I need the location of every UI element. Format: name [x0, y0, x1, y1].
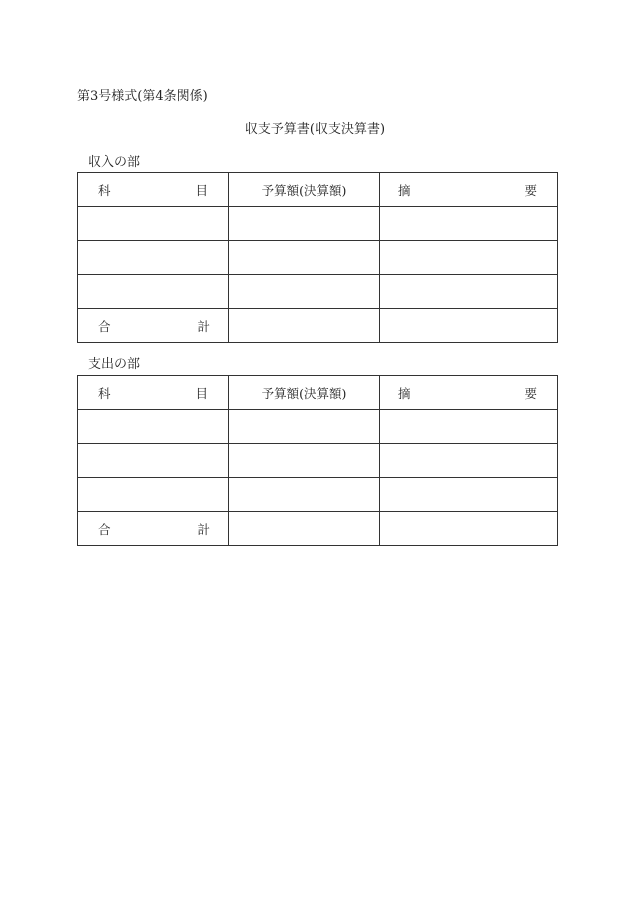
item-header-char-2: 目 — [195, 385, 208, 401]
note-input-cell[interactable] — [380, 207, 558, 241]
expenditure-section-label: 支出の部 — [88, 357, 141, 372]
amount-input-cell[interactable] — [229, 241, 380, 275]
amount-input-cell[interactable] — [229, 410, 380, 444]
total-label-cell — [78, 309, 229, 343]
note-header-char-1: 摘 — [398, 182, 411, 198]
note-input-cell[interactable] — [380, 444, 558, 478]
total-label-char-2: 計 — [197, 521, 210, 537]
table-row — [78, 444, 558, 478]
table-row — [78, 241, 558, 275]
amount-header-cell: 予算額(決算額) — [229, 376, 380, 410]
note-header-cell — [380, 173, 558, 207]
note-header-char-1: 摘 — [398, 385, 411, 401]
item-header-cell — [78, 173, 229, 207]
note-input-cell[interactable] — [380, 275, 558, 309]
note-header-cell — [380, 376, 558, 410]
total-note-cell[interactable] — [380, 512, 558, 546]
total-note-cell[interactable] — [380, 309, 558, 343]
table-row — [78, 207, 558, 241]
amount-input-cell[interactable] — [229, 478, 380, 512]
item-header-char-1: 科 — [98, 182, 111, 198]
item-header-char-1: 科 — [98, 385, 111, 401]
note-input-cell[interactable] — [380, 241, 558, 275]
income-total-row — [78, 309, 558, 343]
note-input-cell[interactable] — [380, 478, 558, 512]
total-amount-cell[interactable] — [229, 309, 380, 343]
note-header-char-2: 要 — [524, 182, 537, 198]
form-number-label: 第3号様式(第4条関係) — [77, 89, 208, 104]
total-label-char-2: 計 — [197, 318, 210, 334]
item-input-cell[interactable] — [78, 478, 229, 512]
item-input-cell[interactable] — [78, 444, 229, 478]
total-label-cell — [78, 512, 229, 546]
income-header-row — [78, 173, 558, 207]
expenditure-total-row — [78, 512, 558, 546]
expenditure-header-row — [78, 376, 558, 410]
amount-input-cell[interactable] — [229, 275, 380, 309]
amount-input-cell[interactable] — [229, 207, 380, 241]
item-input-cell[interactable] — [78, 207, 229, 241]
table-row — [78, 275, 558, 309]
total-amount-cell[interactable] — [229, 512, 380, 546]
amount-header-cell: 予算額(決算額) — [229, 173, 380, 207]
note-header-char-2: 要 — [524, 385, 537, 401]
expenditure-table — [77, 375, 558, 546]
item-input-cell[interactable] — [78, 241, 229, 275]
total-label-char-1: 合 — [98, 521, 111, 537]
amount-input-cell[interactable] — [229, 444, 380, 478]
item-input-cell[interactable] — [78, 410, 229, 444]
note-input-cell[interactable] — [380, 410, 558, 444]
item-header-cell — [78, 376, 229, 410]
item-header-char-2: 目 — [195, 182, 208, 198]
income-table — [77, 172, 558, 343]
income-section-label: 収入の部 — [88, 155, 141, 170]
item-input-cell[interactable] — [78, 275, 229, 309]
total-label-char-1: 合 — [98, 318, 111, 334]
document-title: 収支予算書(収支決算書) — [244, 122, 386, 137]
table-row — [78, 410, 558, 444]
table-row — [78, 478, 558, 512]
